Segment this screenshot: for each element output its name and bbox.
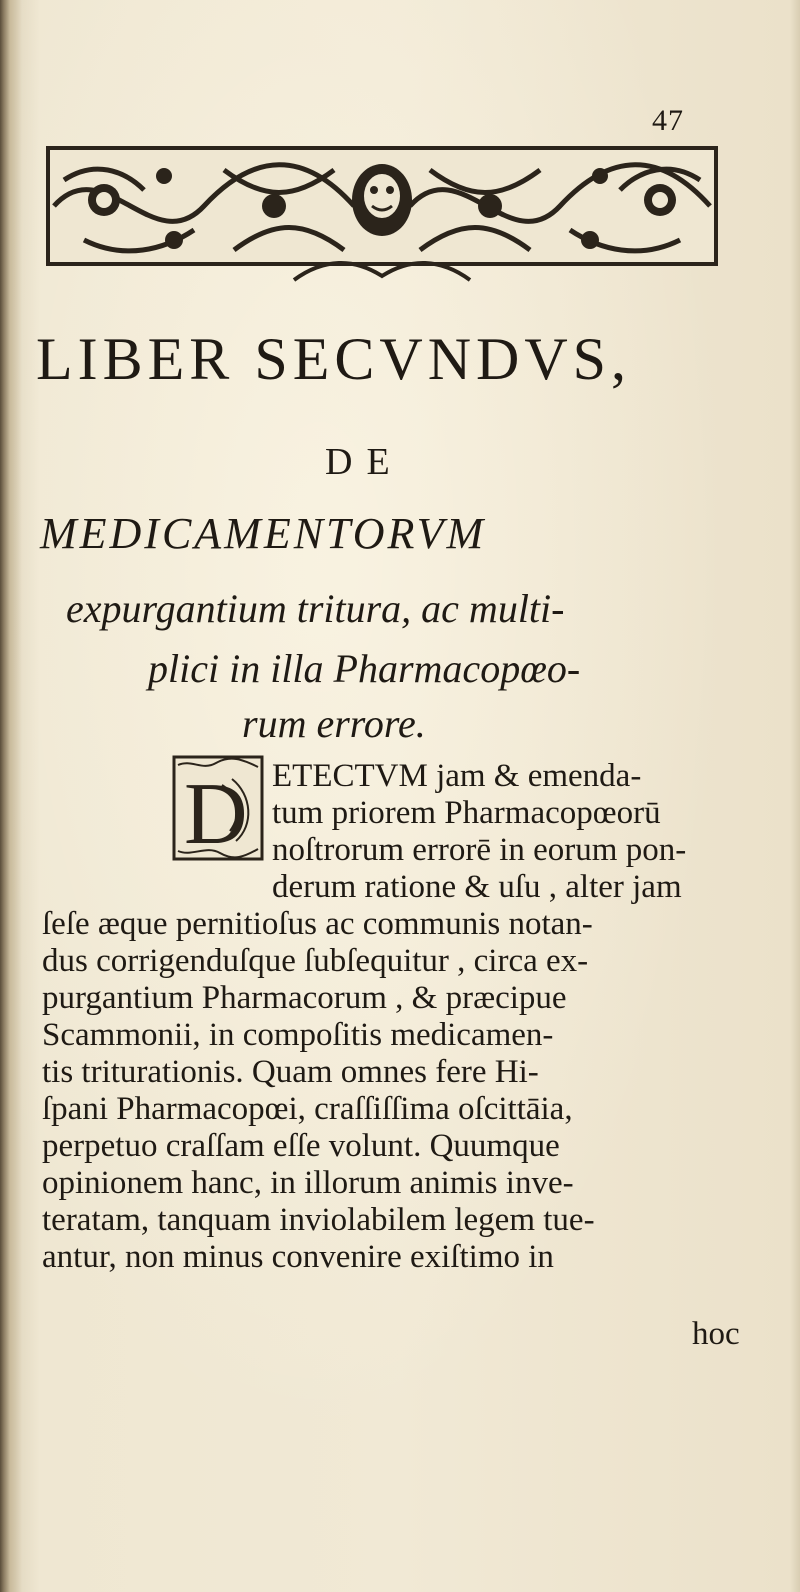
- text-line: ſeſe æque pernitioſus ac communis notan-: [42, 906, 593, 942]
- title-subject: MEDICAMENTORVM: [40, 509, 487, 558]
- text-line: opinionem hanc, in illorum animis inve-: [42, 1165, 574, 1201]
- text-line: tum priorem Pharmacopœorū: [272, 795, 661, 831]
- text-line: perpetuo craſſam eſſe volunt. Quumque: [42, 1128, 560, 1164]
- text-line: noſtrorum errorē in eorum pon-: [272, 832, 687, 868]
- book-title: LIBER SECVNDVS,: [36, 326, 632, 392]
- text-line: Scammonii, in compoſitis medicamen-: [42, 1017, 554, 1053]
- book-spine-shadow: [0, 0, 22, 1592]
- ornamental-headpiece: [44, 140, 720, 290]
- text-line: tis triturationis. Quam omnes fere Hi-: [42, 1054, 539, 1090]
- text-line: derum ratione & uſu , alter jam: [272, 869, 682, 905]
- title-preposition: DE: [325, 441, 404, 483]
- text-line: ſpani Pharmacopœi, craſſiſſima oſcittāia,: [42, 1091, 573, 1127]
- text-line: ETECTVM jam & emenda-: [272, 758, 642, 794]
- decorated-drop-cap: [172, 755, 264, 861]
- text-line: antur, non minus convenire exiſtimo in: [42, 1239, 554, 1275]
- drop-cap-letter: D: [184, 766, 248, 861]
- page-number: 47: [652, 104, 684, 137]
- text-line: teratam, tanquam inviolabilem legem tue-: [42, 1202, 595, 1238]
- title-italic-line: plici in illa Pharmacopœo-: [148, 646, 581, 691]
- title-italic-line: expurgantium tritura, ac multi-: [66, 586, 565, 631]
- catchword: hoc: [692, 1316, 740, 1352]
- title-italic-line: rum errore.: [242, 701, 426, 746]
- text-line: dus corrigenduſque ſubſequitur , circa ex-: [42, 943, 589, 979]
- text-line: purgantium Pharmacorum , & præcipue: [42, 980, 567, 1016]
